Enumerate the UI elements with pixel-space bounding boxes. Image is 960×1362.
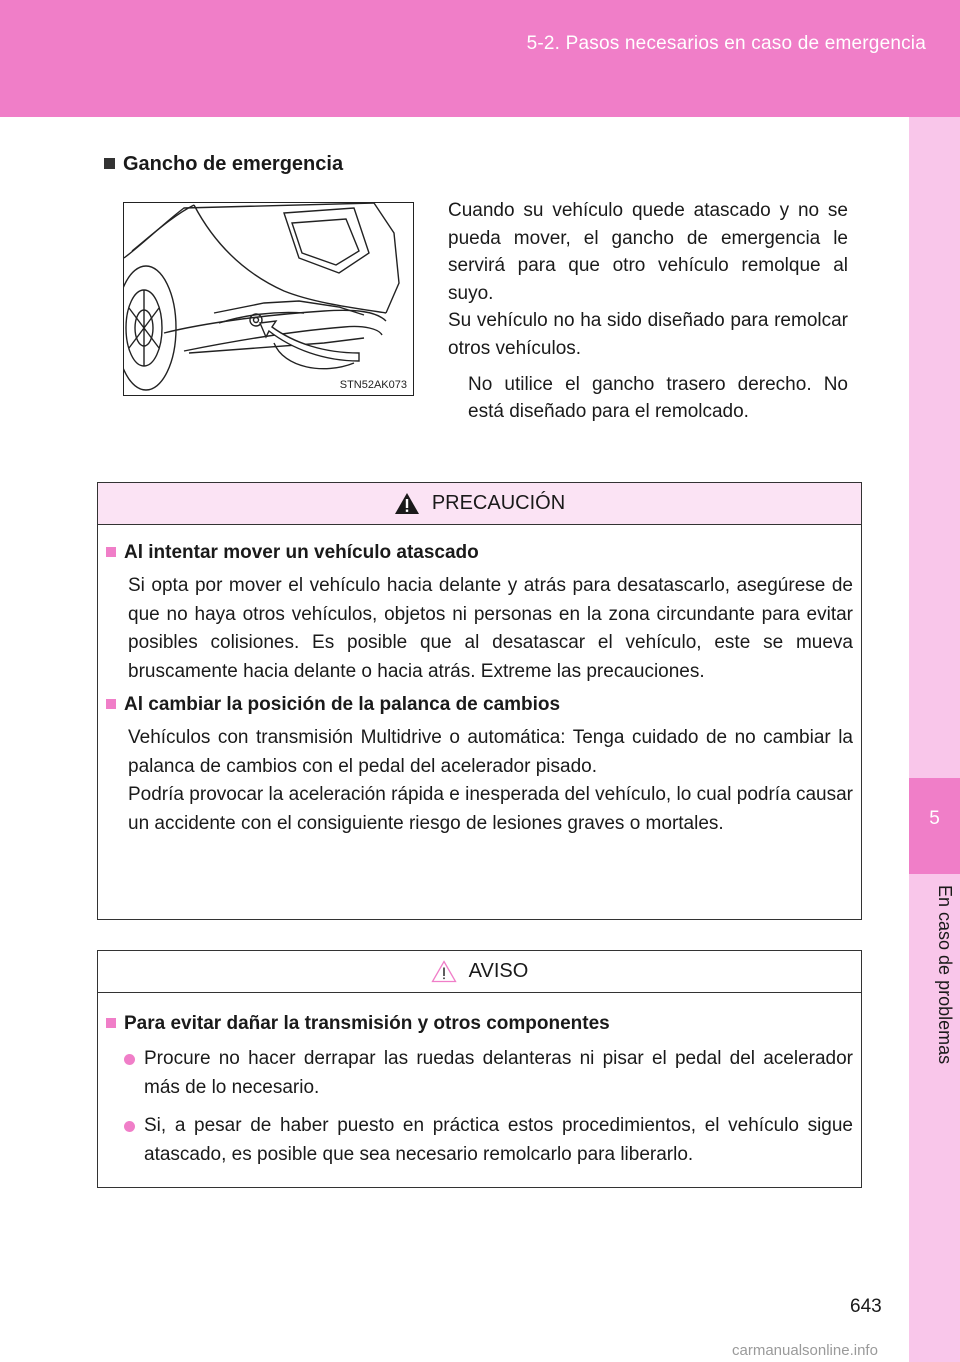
caution-item-title bbox=[106, 542, 853, 564]
notice-bullet bbox=[124, 1112, 853, 1169]
pink-dot-bullet-icon bbox=[124, 1054, 135, 1065]
notice-bullet-text: Si, a pesar de haber puesto en práctica estos procedimientos, el vehículo sigue atascado, es posible que sea necesario remolcarlo para liberarlo. bbox=[144, 1115, 853, 1165]
caution-item-title-text: Al cambiar la posición de la palanca de cambios bbox=[124, 694, 561, 715]
notice-bullet-text: Procure no hacer derrapar las ruedas delanteras ni pisar el pedal del acelerador más de lo necesario. bbox=[144, 1048, 853, 1098]
notice-header bbox=[98, 951, 861, 993]
caution-paragraph: Vehículos con transmisión Multidrive o automática: Tenga cuidado de no cambiar la palanca de cambios con el pedal del acelerador pisado. bbox=[128, 727, 853, 777]
intro-text bbox=[448, 197, 848, 362]
caution-paragraph: Si opta por mover el vehículo hacia delante y atrás para desatascarlo, asegúrese de que no haya otros vehículos, objetos ni personas en la zona circundante para evitar posibles colisiones. Es posible que al desatascar el vehículo, este se mueva bruscamente hacia delante o hacia atrás. Extreme las precauciones. bbox=[128, 575, 853, 682]
pink-square-bullet-icon bbox=[106, 1018, 116, 1028]
pink-square-bullet-icon bbox=[106, 699, 116, 709]
pink-dot-bullet-icon bbox=[124, 1121, 135, 1132]
section-title-text: Gancho de emergencia bbox=[123, 153, 344, 175]
intro-paragraph: Su vehículo no ha sido diseñado para remolcar otros vehículos. bbox=[448, 310, 848, 359]
page-header bbox=[0, 0, 960, 117]
warning-outline-icon bbox=[431, 960, 457, 983]
notice-title-text: Para evitar dañar la transmisión y otros componentes bbox=[124, 1013, 610, 1034]
warning-triangle-icon bbox=[394, 492, 420, 515]
square-bullet-icon bbox=[104, 158, 115, 169]
caution-heading: PRECAUCIÓN bbox=[431, 492, 566, 514]
rear-hook-note: No utilice el gancho trasero derecho. No está diseñado para el remolcado. bbox=[468, 374, 848, 422]
section-title bbox=[104, 153, 343, 176]
car-rear-underside-drawing bbox=[124, 203, 414, 396]
chapter-label: En caso de problemas bbox=[935, 885, 955, 1065]
caution-box bbox=[97, 482, 862, 920]
page-number: 643 bbox=[850, 1296, 882, 1317]
notice-bullet bbox=[124, 1045, 853, 1102]
chapter-number: 5 bbox=[929, 808, 940, 829]
notice-heading: AVISO bbox=[468, 960, 529, 982]
caution-header bbox=[98, 483, 861, 525]
section-header-title: 5-2. Pasos necesarios en caso de emergencia bbox=[526, 33, 926, 54]
pink-square-bullet-icon bbox=[106, 547, 116, 557]
notice-title bbox=[106, 1013, 853, 1035]
caution-item-title bbox=[106, 694, 853, 716]
intro-paragraph: Cuando su vehículo quede atascado y no se pueda mover, el gancho de emergencia le servirá para que otro vehículo remolque al suyo. bbox=[448, 200, 848, 304]
figure-code: STN52AK073 bbox=[339, 379, 407, 391]
tow-hook-illustration bbox=[123, 202, 414, 396]
notice-box bbox=[97, 950, 862, 1188]
chapter-side-tab bbox=[909, 117, 960, 1362]
caution-item-title-text: Al intentar mover un vehículo atascado bbox=[124, 542, 479, 563]
caution-paragraph: Podría provocar la aceleración rápida e inesperada del vehículo, lo cual podría causar un accidente con el consiguiente riesgo de lesiones graves o mortales. bbox=[128, 784, 853, 834]
watermark-text: carmanualsonline.info bbox=[732, 1342, 878, 1359]
